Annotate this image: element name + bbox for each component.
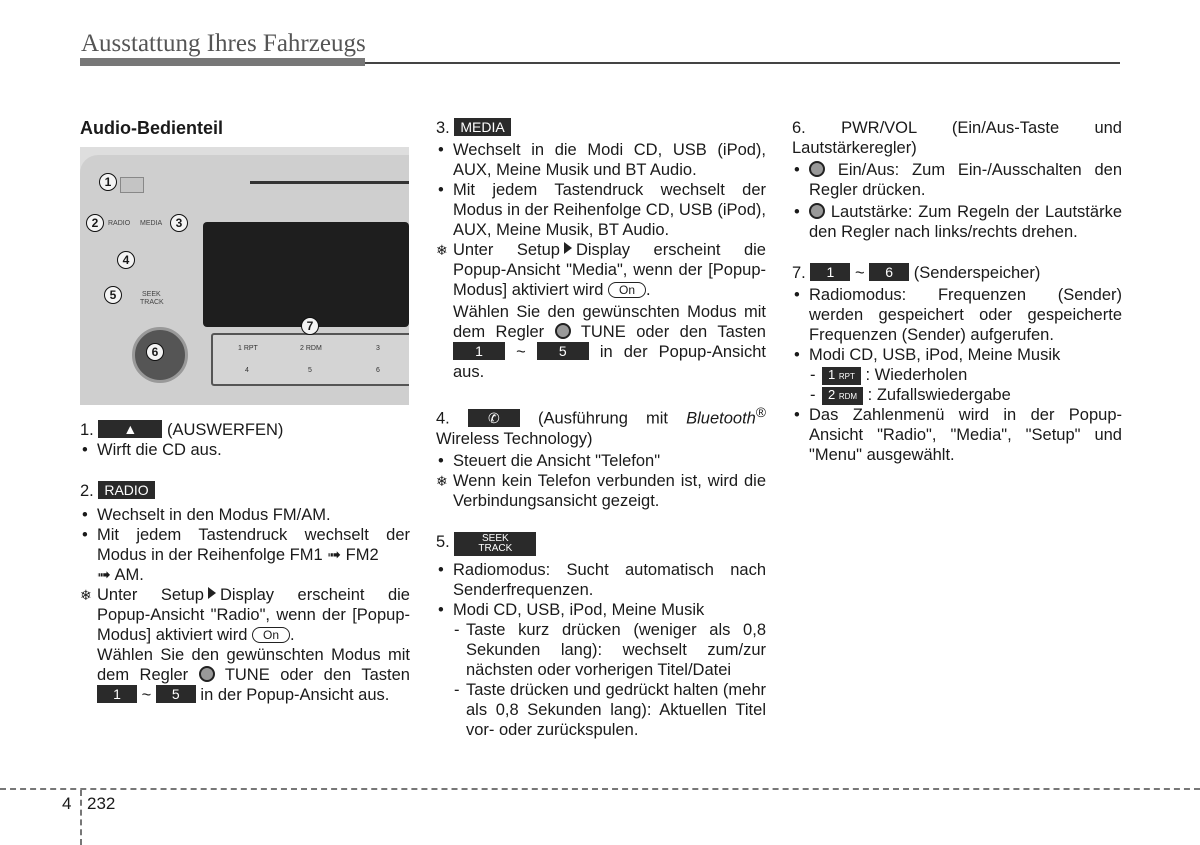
eject-button-illustration [120, 177, 144, 193]
note: ❄ Unter Setup Display erscheint die Popup-Ansicht "Media", wenn der [Popup-Modus] aktiviert wird On . [436, 240, 766, 300]
footer-rule [0, 788, 1200, 790]
note: ❄ Wenn kein Telefon verbunden ist, wird die Verbindungsansicht gezeigt. [436, 471, 766, 511]
play-arrow-icon [564, 242, 572, 254]
callout-6: 6 [146, 343, 164, 361]
media-key: MEDIA [454, 118, 510, 136]
page-header-title: Ausstattung Ihres Fahrzeugs [81, 30, 366, 57]
track-label: TRACK [478, 542, 513, 554]
seek-track-key [454, 532, 536, 556]
dash-item [792, 365, 1122, 385]
repeat-key: 1 RPT [822, 367, 861, 385]
column-left-text [80, 420, 410, 705]
play-arrow-icon [208, 587, 216, 599]
callout-3: 3 [170, 214, 188, 232]
item-number: 2. [80, 482, 94, 500]
item-4-heading: 4. ✆ (Ausführung mit Bluetooth® Wireless Technology) [436, 405, 767, 448]
note-text: Display erscheint die Popup-Ansicht "Media", wenn der [Popup-Modus] aktiviert wird [453, 241, 766, 299]
phone-icon: ✆ [468, 409, 520, 427]
item-6-heading: 6. PWR/VOL (Ein/Aus-Taste und Lautstärkeregler) [792, 119, 1122, 157]
item-label: (AUSWERFEN) [166, 421, 284, 439]
para-text: in der Popup-Ansicht aus. [453, 343, 766, 381]
bullet: • Wechselt in die Modi CD, USB (iPod), AUX, Meine Musik und BT Audio. [436, 140, 766, 180]
preset-label: 1 RPT [238, 345, 258, 352]
device-label-media: MEDIA [140, 220, 163, 227]
item-number: 4. [436, 409, 450, 428]
preset-key: 5 [156, 685, 196, 703]
bullet [80, 525, 410, 585]
bullet: • Wechselt in den Modus FM/AM. [80, 505, 410, 525]
random-key: 2 RDM [822, 387, 863, 405]
bullet-text: Ein/Aus: Zum Ein-/Ausschalten den Regler drücken. [809, 161, 1123, 199]
bullet: • Radiomodus: Sucht automatisch nach Senderfrequenzen. [436, 560, 766, 600]
dash-text: : Zufallswiedergabe [867, 386, 1011, 404]
preset-label: 3 [376, 345, 380, 352]
tune-knob-icon [199, 666, 215, 682]
item-label: Bluetooth [686, 409, 756, 428]
cd-slot [250, 181, 409, 184]
item-3-heading [436, 118, 766, 138]
arrow-icon: ➟ [327, 546, 342, 564]
bullet: • Wirft die CD aus. [80, 440, 410, 460]
bullet-text: Lautstärke: Zum Regeln der Lautstärke den Regler nach links/rechts drehen. [809, 203, 1122, 241]
callout-7: 7 [301, 317, 319, 335]
item-number: 5. [436, 532, 450, 551]
page-number: 232 [87, 794, 116, 813]
bullet [792, 202, 1122, 242]
item-2-heading [80, 481, 410, 501]
on-toggle-icon: On [608, 282, 646, 298]
device-label-seek: SEEK [142, 291, 161, 298]
dash-item: - Taste drücken und gedrückt halten (mehr als 0,8 Sekunden lang): Aktuellen Titel vor- oder zurückspulen. [436, 680, 766, 740]
arrow-icon: ➟ [97, 566, 111, 584]
preset-label: 5 [308, 367, 312, 374]
seek-label: SEEK [482, 532, 509, 544]
note-text: Unter Setup [453, 241, 560, 259]
bullet: • Modi CD, USB, iPod, Meine Musik [436, 600, 766, 620]
item-number: 1. [80, 421, 94, 439]
bullet: • Steuert die Ansicht "Telefon" [436, 451, 766, 471]
preset-key: 1 [453, 342, 505, 360]
para-text: TUNE oder den Tasten [224, 666, 410, 684]
preset-key: 6 [869, 263, 909, 281]
bullet-text: Mit jedem Tastendruck wechselt der Modus in der Reihenfolge FM1 [97, 526, 410, 564]
item-number: 3. [436, 119, 450, 137]
callout-4: 4 [117, 251, 135, 269]
item-label: Wireless Technology) [436, 429, 593, 448]
device-label-track: TRACK [140, 299, 164, 306]
note-text: Unter Setup [97, 586, 204, 604]
audio-unit-illustration [80, 147, 409, 405]
bullet-text: AM. [114, 566, 144, 584]
tune-knob-icon [555, 323, 571, 339]
para-text: TUNE oder den Tasten [580, 323, 766, 341]
power-knob-icon [809, 161, 825, 177]
callout-1: 1 [99, 173, 117, 191]
paragraph [80, 645, 410, 705]
display-screen [203, 222, 409, 327]
tilde: ~ [516, 343, 526, 361]
item-label: (Senderspeicher) [913, 264, 1041, 282]
note: ❄ Unter Setup Display erscheint die Popup-Ansicht "Radio", wenn der [Popup-Modus] aktiviert wird On . [80, 585, 410, 645]
footer-divider [80, 790, 82, 845]
dash-text: : Wiederholen [865, 366, 968, 384]
preset-label: 4 [245, 367, 249, 374]
preset-label: 6 [376, 367, 380, 374]
header-rule [365, 62, 1120, 64]
preset-label: 2 RDM [300, 345, 322, 352]
note-text: Display erscheint die Popup-Ansicht "Radio", wenn der [Popup-Modus] aktiviert wird [97, 586, 410, 644]
bullet: • Mit jedem Tastendruck wechselt der Modus in der Reihenfolge CD, USB (iPod), AUX, Meine Musik, BT Audio. [436, 180, 766, 240]
volume-knob-icon [809, 203, 825, 219]
preset-key: 5 [537, 342, 589, 360]
item-7-heading [792, 263, 1122, 283]
dash-item: - Taste kurz drücken (weniger als 0,8 Sekunden lang): wechselt zum/zur nächsten oder vorherigen Titel/Datei [436, 620, 766, 680]
preset-key: 1 [97, 685, 137, 703]
dash-item [792, 385, 1122, 405]
preset-buttons-illustration [211, 333, 409, 386]
bullet: • Das Zahlenmenü wird in der Popup-Ansicht "Radio", "Media", "Setup" und "Menu" ausgewählt. [792, 405, 1122, 465]
tilde: ~ [854, 264, 865, 282]
section-title: Audio-Bedienteil [80, 118, 223, 138]
header-bar [80, 58, 365, 66]
device-label-radio: RADIO [108, 220, 131, 227]
bullet [792, 160, 1122, 200]
column-right [792, 118, 1122, 465]
para-text: in der Popup-Ansicht aus. [200, 686, 390, 704]
bullet-text: FM2 [345, 546, 379, 564]
on-toggle-icon: On [252, 627, 290, 643]
bullet: • Modi CD, USB, iPod, Meine Musik [792, 345, 1122, 365]
item-1-heading [80, 420, 410, 440]
preset-key: 1 [810, 263, 850, 281]
column-middle [436, 118, 766, 740]
callout-2: 2 [86, 214, 104, 232]
chapter-number: 4 [62, 794, 72, 813]
paragraph [436, 302, 766, 382]
callout-5: 5 [104, 286, 122, 304]
para-text: Wählen Sie den gewünschten Modus mit dem Regler [97, 646, 410, 684]
item-number: 7. [792, 264, 806, 282]
tilde: ~ [141, 686, 152, 704]
eject-icon: ▲ [98, 420, 162, 438]
para-text: Wählen Sie den gewünschten Modus mit dem Regler [453, 303, 766, 341]
item-5-heading [436, 532, 766, 556]
radio-key: RADIO [98, 481, 154, 499]
item-label: (Ausführung mit [538, 409, 669, 428]
bullet: • Radiomodus: Frequenzen (Sender) werden gespeichert oder gespeicherte Frequenzen (Sender) aufgerufen. [792, 285, 1122, 345]
